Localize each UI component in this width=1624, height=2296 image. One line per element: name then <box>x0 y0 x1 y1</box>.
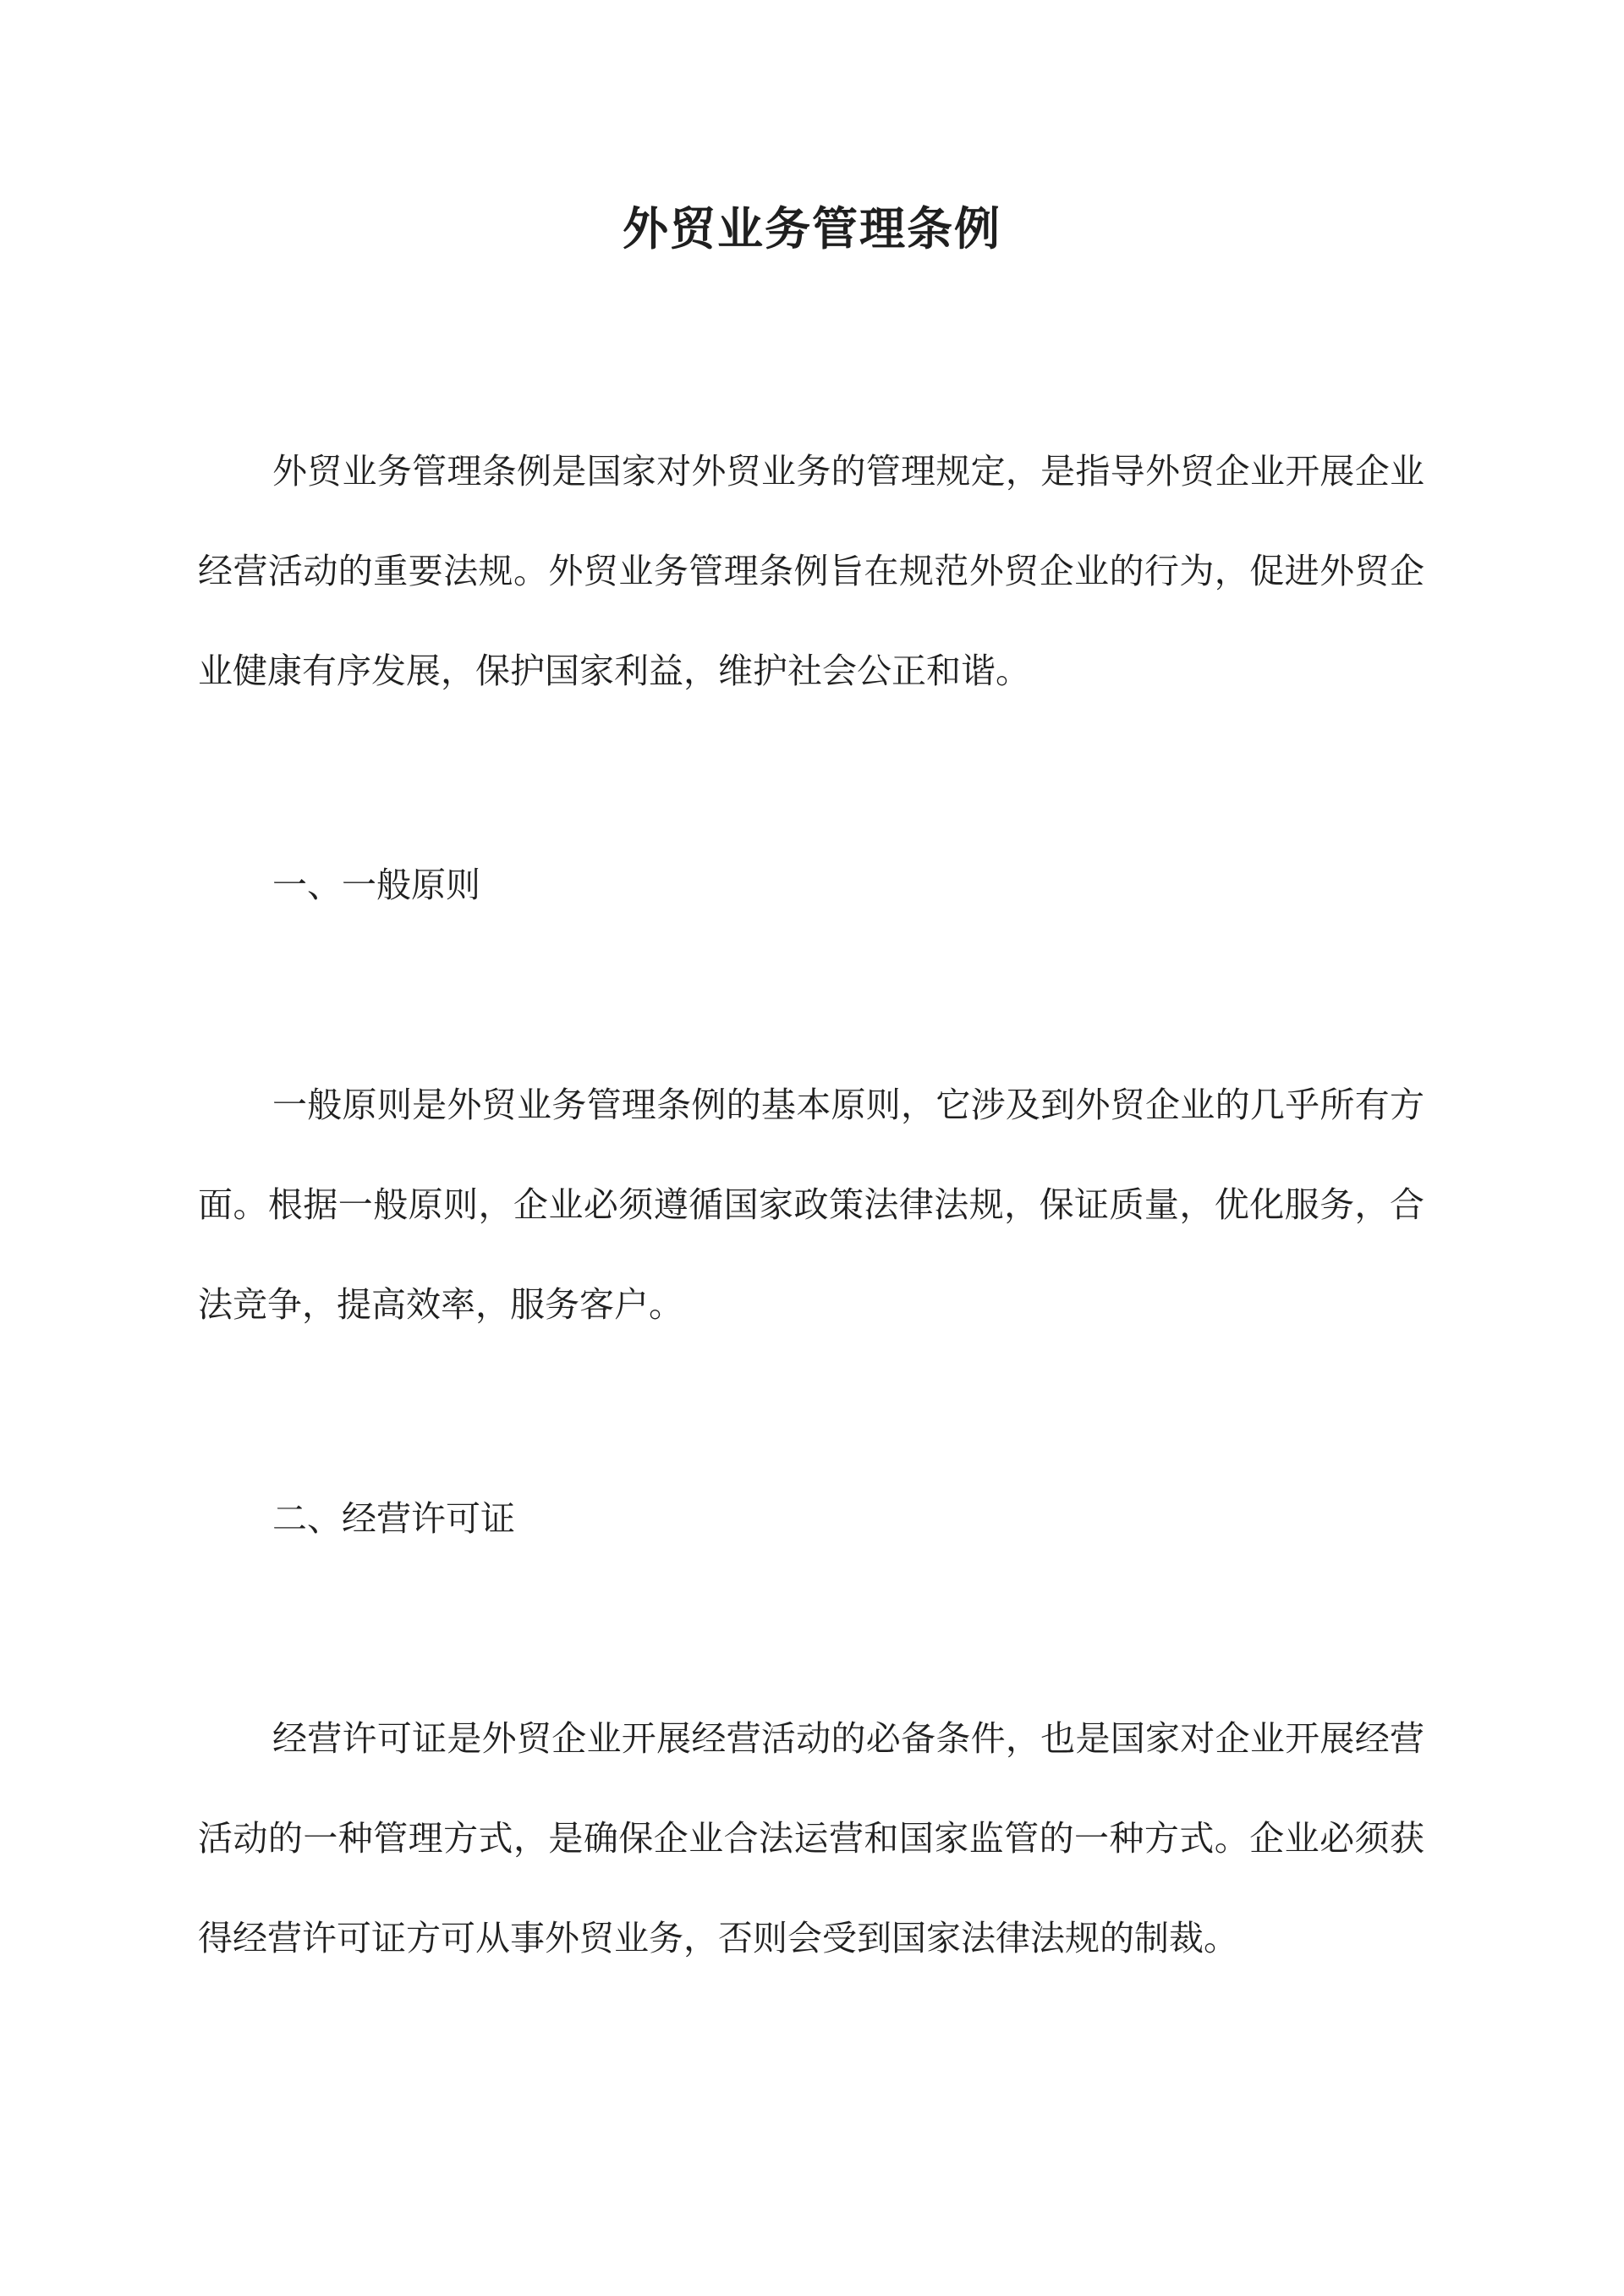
section-body-business-license: 经营许可证是外贸企业开展经营活动的必备条件，也是国家对企业开展经营活动的一种管理方式，是确保企业合法运营和国家监管的一种方式。企业必须获得经营许可证方可从事外贸业务，否则会受到国家法律法规的制裁。 <box>198 1718 1424 1958</box>
section-heading-business-license: 二、经营许可证 <box>272 1498 515 1539</box>
section-body-general-principles: 一般原则是外贸业务管理条例的基本原则，它涉及到外贸企业的几乎所有方面。根据一般原则，企业必须遵循国家政策法律法规，保证质量，优化服务，合法竞争，提高效率，服务客户。 <box>198 1085 1424 1325</box>
document-title: 外贸业务管理条例 <box>623 201 1001 255</box>
section-heading-general-principles: 一、一般原则 <box>272 865 480 905</box>
intro-paragraph: 外贸业务管理条例是国家对外贸业务的管理规定，是指导外贸企业开展企业经营活动的重要法规。外贸业务管理条例旨在规范外贸企业的行为，促进外贸企业健康有序发展，保护国家利益，维护社会公正和谐。 <box>198 451 1424 691</box>
